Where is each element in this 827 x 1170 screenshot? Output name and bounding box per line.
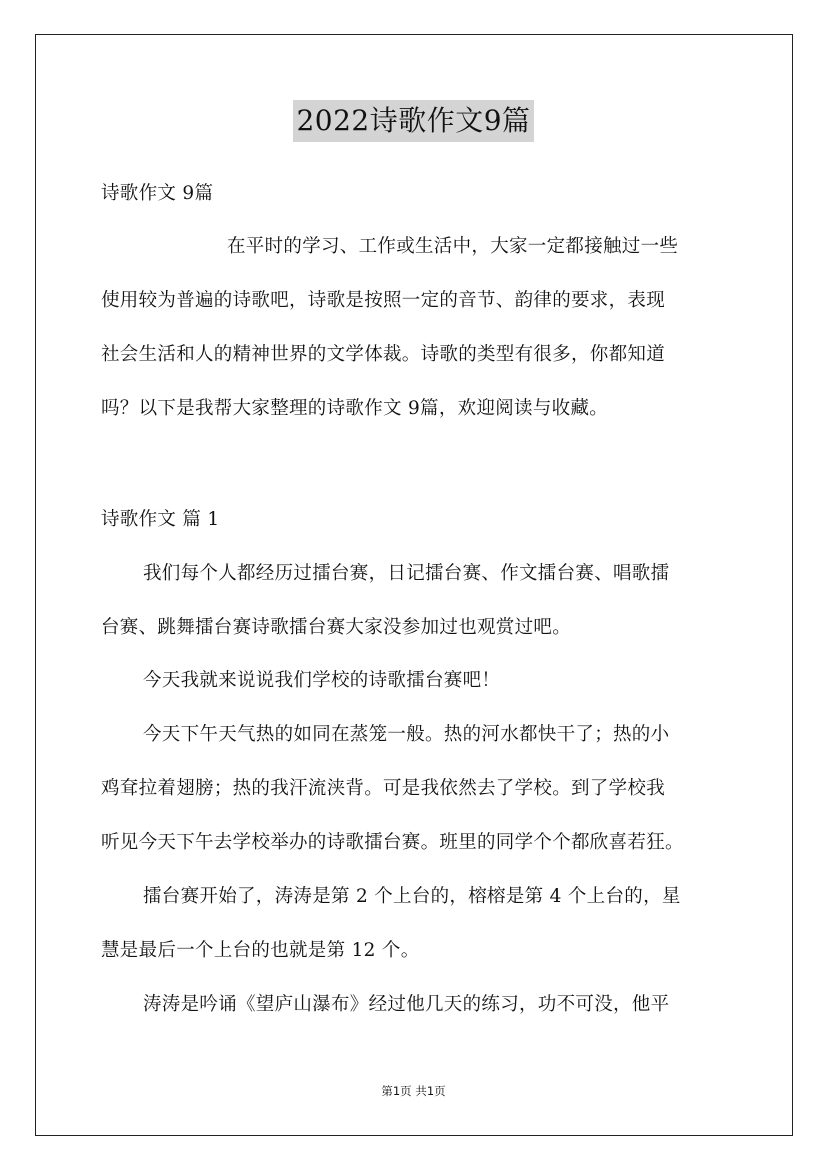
intro-line-2: 使用较为普遍的诗歌吧，诗歌是按照一定的音节、韵律的要求，表现 <box>101 290 666 311</box>
page-footer: 第1页 共1页 <box>381 1084 446 1098</box>
intro-line-3: 社会生活和人的精神世界的文学体裁。诗歌的类型有很多，你都知道 <box>101 344 666 365</box>
body-line-5: 鸡耷拉着翅膀；热的我汗流浃背。可是我依然去了学校。到了学校我 <box>101 778 666 799</box>
body-line-6: 听见今天下午去学校举办的诗歌擂台赛。班里的同学个个都欣喜若狂。 <box>101 832 684 853</box>
body-line-8: 慧是最后一个上台的也就是第 12 个。 <box>101 940 420 961</box>
subtitle: 诗歌作文 9篇 <box>101 183 214 204</box>
body-line-1: 我们每个人都经历过擂台赛，日记擂台赛、作文擂台赛、唱歌擂 <box>143 563 670 584</box>
body-line-4: 今天下午天气热的如同在蒸笼一般。热的河水都快干了；热的小 <box>143 724 670 745</box>
title-container <box>0 100 827 142</box>
body-line-2: 台赛、跳舞擂台赛诗歌擂台赛大家没参加过也观赏过吧。 <box>101 617 572 638</box>
intro-line-1: 在平时的学习、工作或生活中，大家一定都接触过一些 <box>227 236 679 257</box>
document-title: 2022诗歌作文9篇 <box>293 100 533 142</box>
body-line-3: 今天我就来说说我们学校的诗歌擂台赛吧！ <box>143 670 501 691</box>
body-line-9: 涛涛是吟诵《望庐山瀑布》经过他几天的练习，功不可没，他平 <box>143 994 670 1015</box>
section-heading: 诗歌作文 篇 1 <box>101 509 220 530</box>
intro-line-4: 吗？以下是我帮大家整理的诗歌作文 9篇，欢迎阅读与收藏。 <box>101 398 609 419</box>
body-line-7: 擂台赛开始了，涛涛是第 2 个上台的，榕榕是第 4 个上台的，星 <box>143 886 681 907</box>
